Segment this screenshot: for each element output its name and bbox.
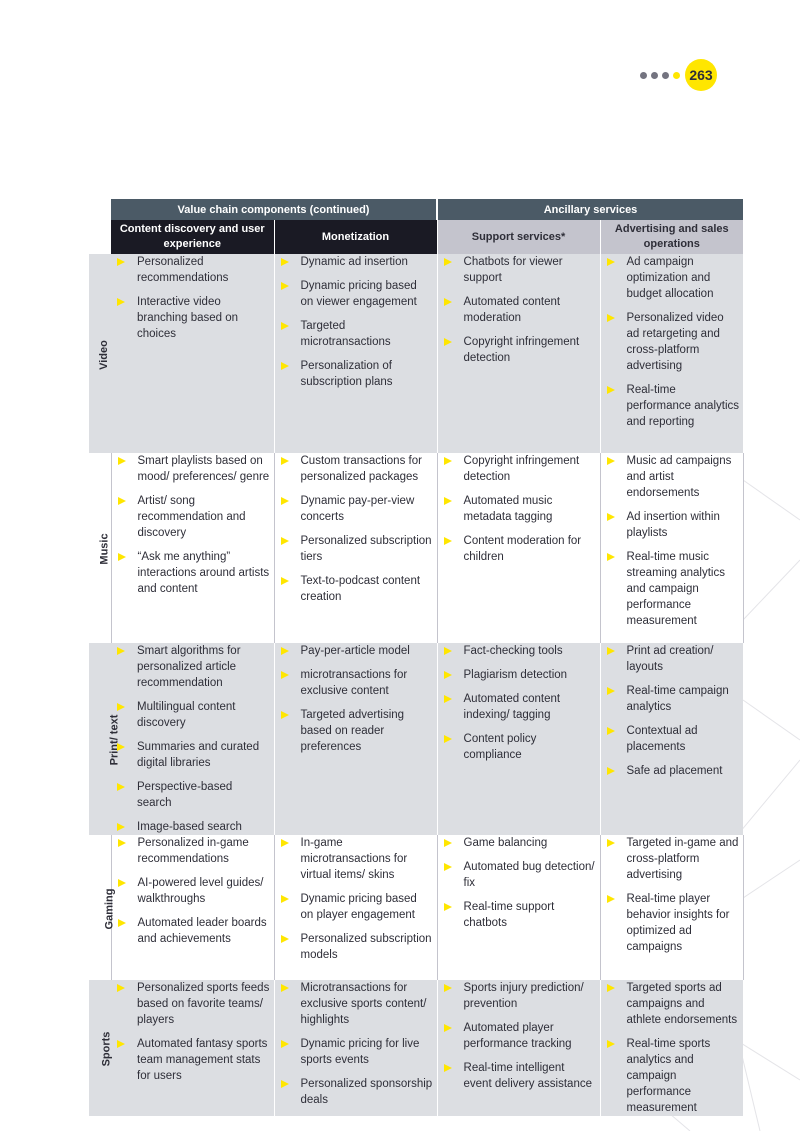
list-item: Targeted advertising based on reader preferences [275, 707, 437, 755]
list-item: Personalized recommendations [111, 254, 274, 286]
list-item: Targeted in-game and cross-platform advertising [601, 835, 743, 883]
table-cell [600, 835, 743, 980]
column-header-content-discovery: Content discovery and user experience [111, 220, 274, 254]
list-item: Automated player performance tracking [438, 1020, 600, 1052]
table-cell [111, 453, 274, 643]
column-header-monetization: Monetization [274, 220, 437, 254]
table-cell [111, 254, 274, 453]
list-item: Pay-per-article model [275, 643, 437, 659]
list-item: Automated content moderation [438, 294, 600, 326]
table-cell [437, 980, 600, 1116]
list-item: Print ad creation/ layouts [601, 643, 744, 675]
row-label-cell [89, 643, 121, 835]
table-cell [274, 980, 437, 1116]
table-cell [600, 643, 743, 835]
list-item: Plagiarism detection [438, 667, 600, 683]
list-item: Real-time performance analytics and reporting [601, 382, 744, 430]
page-dot-active-icon [673, 72, 680, 79]
list-item: Real-time intelligent event delivery assistance [438, 1060, 600, 1092]
row-label: Gaming [103, 888, 116, 929]
list-item: Content policy compliance [438, 731, 600, 763]
table-cell [111, 643, 274, 835]
list-item: Image-based search [111, 819, 274, 835]
list-item: Personalized in-game recommendations [112, 835, 274, 867]
page-dot-icon [651, 72, 658, 79]
page-dot-icon [640, 72, 647, 79]
list-item: Game balancing [438, 835, 600, 851]
list-item: Chatbots for viewer support [438, 254, 600, 286]
list-item: Automated bug detection/ fix [438, 859, 600, 891]
table-cell [111, 980, 274, 1116]
table-row-video [89, 254, 743, 453]
column-header-advertising: Advertising and sales operations [600, 220, 743, 254]
list-item: Real-time music streaming analytics and campaign performance measurement [601, 549, 743, 629]
list-item: In-game microtransactions for virtual items/ skins [275, 835, 437, 883]
row-label: Sports [100, 1031, 113, 1067]
header-group-ancillary: Ancillary services [437, 199, 743, 220]
row-label: Print/ text [108, 714, 121, 766]
list-item: Interactive video branching based on choices [111, 294, 274, 342]
list-item: Safe ad placement [601, 763, 744, 779]
list-item: Ad insertion within playlists [601, 509, 743, 541]
table-cell [437, 835, 600, 980]
list-item: Contextual ad placements [601, 723, 744, 755]
table-cell [274, 643, 437, 835]
table-row-music [89, 453, 743, 643]
header-spacer [89, 199, 111, 220]
value-chain-table [89, 199, 744, 1116]
list-item: Targeted microtransactions [275, 318, 437, 350]
list-item: Sports injury prediction/ prevention [438, 980, 600, 1012]
table-row-sports [89, 980, 743, 1116]
list-item: Real-time campaign analytics [601, 683, 744, 715]
list-item: Personalized subscription models [275, 931, 437, 963]
list-item: Multilingual content discovery [111, 699, 274, 731]
list-item: Perspective-based search [111, 779, 274, 811]
list-item: Dynamic pricing based on player engagement [275, 891, 437, 923]
list-item: Artist/ song recommendation and discovery [112, 493, 274, 541]
list-item: Dynamic ad insertion [275, 254, 437, 270]
list-item: Automated fantasy sports team management stats for users [111, 1036, 274, 1084]
header-group-value-chain: Value chain components (continued) [111, 199, 437, 220]
list-item: Summaries and curated digital libraries [111, 739, 274, 771]
list-item: Text-to-podcast content creation [275, 573, 437, 605]
list-item: Real-time player behavior insights for optimized ad campaigns [601, 891, 743, 955]
table-cell [600, 980, 743, 1116]
list-item: Targeted sports ad campaigns and athlete endorsements [601, 980, 744, 1028]
table-cell [274, 254, 437, 453]
table-cell [437, 254, 600, 453]
list-item: Fact-checking tools [438, 643, 600, 659]
table-row-print-text [89, 643, 743, 835]
page-number: 263 [685, 59, 717, 91]
list-item: Custom transactions for personalized packages [275, 453, 437, 485]
row-label-cell [89, 835, 116, 980]
list-item: Smart playlists based on mood/ preferences/ genre [112, 453, 274, 485]
table-cell [600, 453, 743, 643]
list-item: Content moderation for children [438, 533, 600, 565]
list-item: Personalization of subscription plans [275, 358, 437, 390]
list-item: Automated leader boards and achievements [112, 915, 274, 947]
list-item: Personalized subscription tiers [275, 533, 437, 565]
list-item: Personalized video ad retargeting and cross-platform advertising [601, 310, 744, 374]
list-item: Music ad campaigns and artist endorsements [601, 453, 743, 501]
table-cell [111, 835, 274, 980]
row-label-cell [89, 453, 111, 643]
list-item: “Ask me anything” interactions around artists and content [112, 549, 274, 597]
list-item: AI-powered level guides/ walkthroughs [112, 875, 274, 907]
table-cell [437, 643, 600, 835]
row-label: Music [98, 533, 111, 565]
table-cell [437, 453, 600, 643]
list-item: microtransactions for exclusive content [275, 667, 437, 699]
table-row-gaming [89, 835, 743, 980]
list-item: Personalized sports feeds based on favorite teams/ players [111, 980, 274, 1028]
list-item: Ad campaign optimization and budget allocation [601, 254, 744, 302]
list-item: Automated music metadata tagging [438, 493, 600, 525]
table-cell [274, 835, 437, 980]
page-indicator [640, 59, 717, 91]
page-dot-icon [662, 72, 669, 79]
table-cell [274, 453, 437, 643]
header-spacer [89, 220, 111, 254]
table-cell [600, 254, 743, 453]
list-item: Dynamic pricing for live sports events [275, 1036, 437, 1068]
list-item: Copyright infringement detection [438, 334, 600, 366]
list-item: Microtransactions for exclusive sports content/ highlights [275, 980, 437, 1028]
list-item: Real-time support chatbots [438, 899, 600, 931]
list-item: Dynamic pricing based on viewer engagement [275, 278, 437, 310]
row-label-cell [89, 980, 111, 1116]
column-header-support-services: Support services* [437, 220, 600, 254]
list-item: Personalized sponsorship deals [275, 1076, 437, 1108]
list-item: Dynamic pay-per-view concerts [275, 493, 437, 525]
row-label-cell [89, 254, 111, 453]
row-label: Video [97, 339, 110, 370]
list-item: Smart algorithms for personalized article recommendation [111, 643, 274, 691]
list-item: Copyright infringement detection [438, 453, 600, 485]
list-item: Real-time sports analytics and campaign performance measurement [601, 1036, 744, 1116]
list-item: Automated content indexing/ tagging [438, 691, 600, 723]
